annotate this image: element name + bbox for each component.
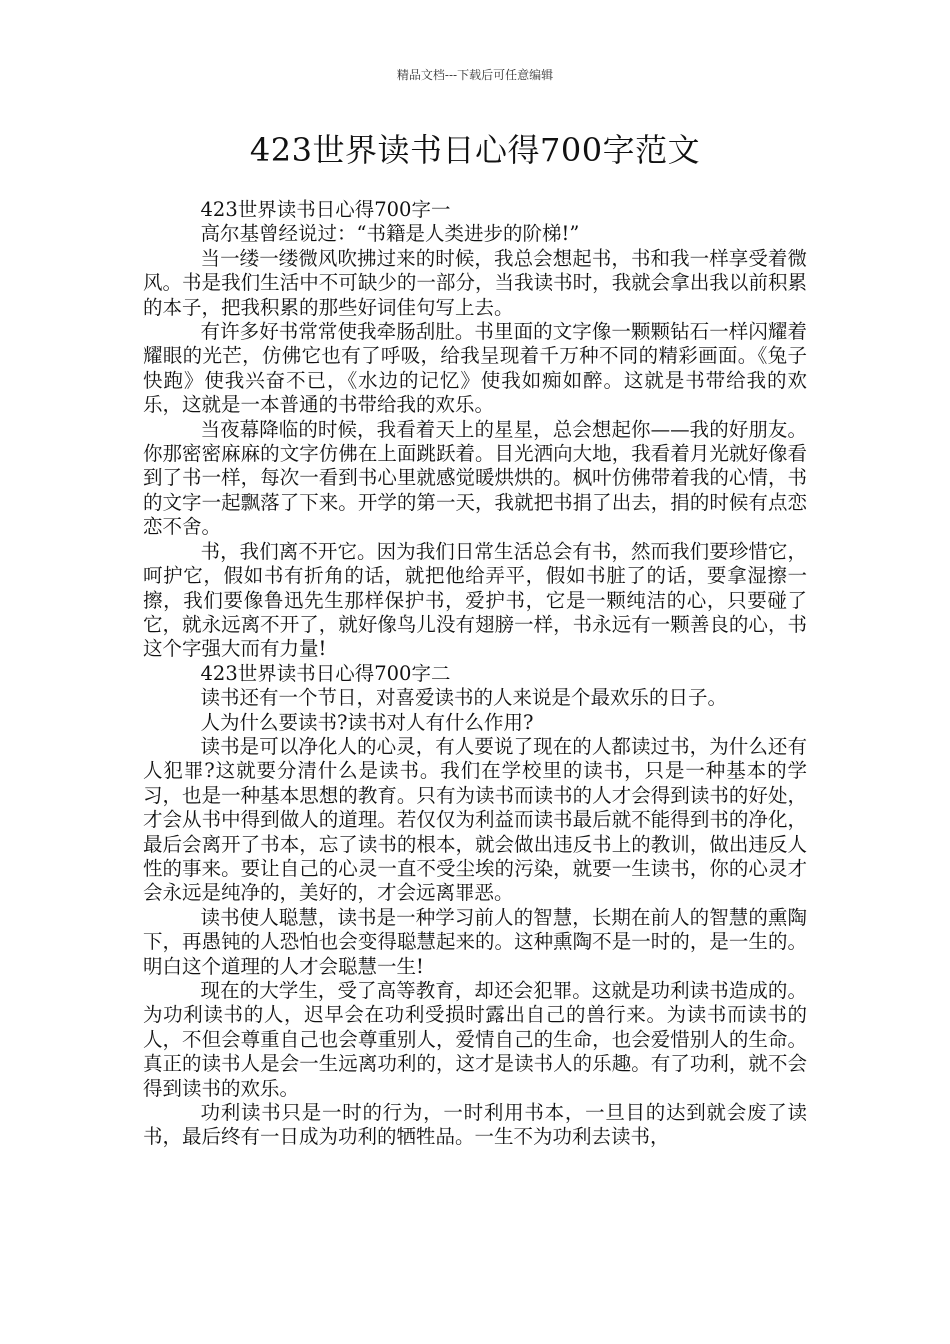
- paragraph: 功利读书只是一时的行为，一时利用书本，一旦目的达到就会废了读书，最后终有一日成为功利的牺牲品。一生不为功利去读书，: [143, 1101, 807, 1149]
- paragraph: 当一缕一缕微风吹拂过来的时候，我总会想起书，书和我一样享受着微风。书是我们生活中不可缺少的一部分，当我读书时，我就会拿出我以前积累的本子，把我积累的那些好词佳句写上去。: [143, 246, 807, 319]
- document-body: [143, 198, 807, 1150]
- paragraph: 人为什么要读书?读书对人有什么作用?: [200, 710, 534, 734]
- paragraph: 书，我们离不开它。因为我们日常生活总会有书，然而我们要珍惜它，呵护它，假如书有折角的话，就把他给弄平，假如书脏了的话，要拿湿擦一擦，我们要像鲁迅先生那样保护书，爱护书，它是一颗纯洁的心，只要碰了它，就永远离不开了，就好像鸟儿没有翅膀一样，书永远有一颗善良的心，书这个字强大而有力量!: [143, 539, 807, 661]
- paragraph: 有许多好书常常使我牵肠刮肚。书里面的文字像一颗颗钻石一样闪耀着耀眼的光芒，仿佛它也有了呼吸，给我呈现着千万种不同的精彩画面。《兔子快跑》使我兴奋不已，《水边的记忆》使我如痴如醉。这就是书带给我的欢乐，这就是一本普通的书带给我的欢乐。: [143, 320, 807, 417]
- paragraph: 现在的大学生，受了高等教育，却还会犯罪。这就是功利读书造成的。为功利读书的人，迟早会在功利受损时露出自己的兽行来。为读书而读书的人，不但会尊重自己也会尊重别人，爱情自己的生命，也会爱惜别人的生命。真正的读书人是会一生远离功利的，这才是读书人的乐趣。有了功利，就不会得到读书的欢乐。: [143, 979, 807, 1100]
- paragraph: 读书还有一个节日，对喜爱读书的人来说是个最欢乐的日子。: [200, 686, 728, 710]
- section-heading-2: 423世界读书日心得700字二: [200, 661, 451, 685]
- paragraph: 读书是可以净化人的心灵，有人要说了现在的人都读过书，为什么还有人犯罪?这就要分清什么是读书。我们在学校里的读书，只是一种基本的学习，也是一种基本思想的教育。只有为读书而读书的人才会得到读书的好处，才会从书中得到做人的道理。若仅仅为利益而读书最后就不能得到书的净化，最后会离开了书本，忘了读书的根本，就会做出违反书上的教训，做出违反人性的事来。要让自己的心灵一直不受尘埃的污染，就要一生读书，你的心灵才会永远是纯净的，美好的，才会远离罪恶。: [143, 734, 807, 905]
- paragraph: 当夜幕降临的时候，我看着天上的星星，总会想起你——我的好朋友。你那密密麻麻的文字仿佛在上面跳跃着。目光洒向大地，我看着月光就好像看到了书一样，每次一看到书心里就感觉暖烘烘的。枫叶仿佛带着我的心情，书的文字一起飘落了下来。开学的第一天，我就把书捐了出去，捐的时候有点恋恋不舍。: [143, 417, 807, 539]
- document-title: 423世界读书日心得700字范文: [249, 131, 701, 169]
- paragraph: 读书使人聪慧，读书是一种学习前人的智慧，长期在前人的智慧的熏陶下，再愚钝的人恐怕也会变得聪慧起来的。这种熏陶不是一时的，是一生的。明白这个道理的人才会聪慧一生!: [143, 905, 807, 978]
- section-heading-1: 423世界读书日心得700字一: [200, 198, 451, 221]
- page-header: 精品文档---下载后可任意编辑: [396, 68, 554, 82]
- paragraph: 高尔基曾经说过：“书籍是人类进步的阶梯!”: [200, 222, 580, 246]
